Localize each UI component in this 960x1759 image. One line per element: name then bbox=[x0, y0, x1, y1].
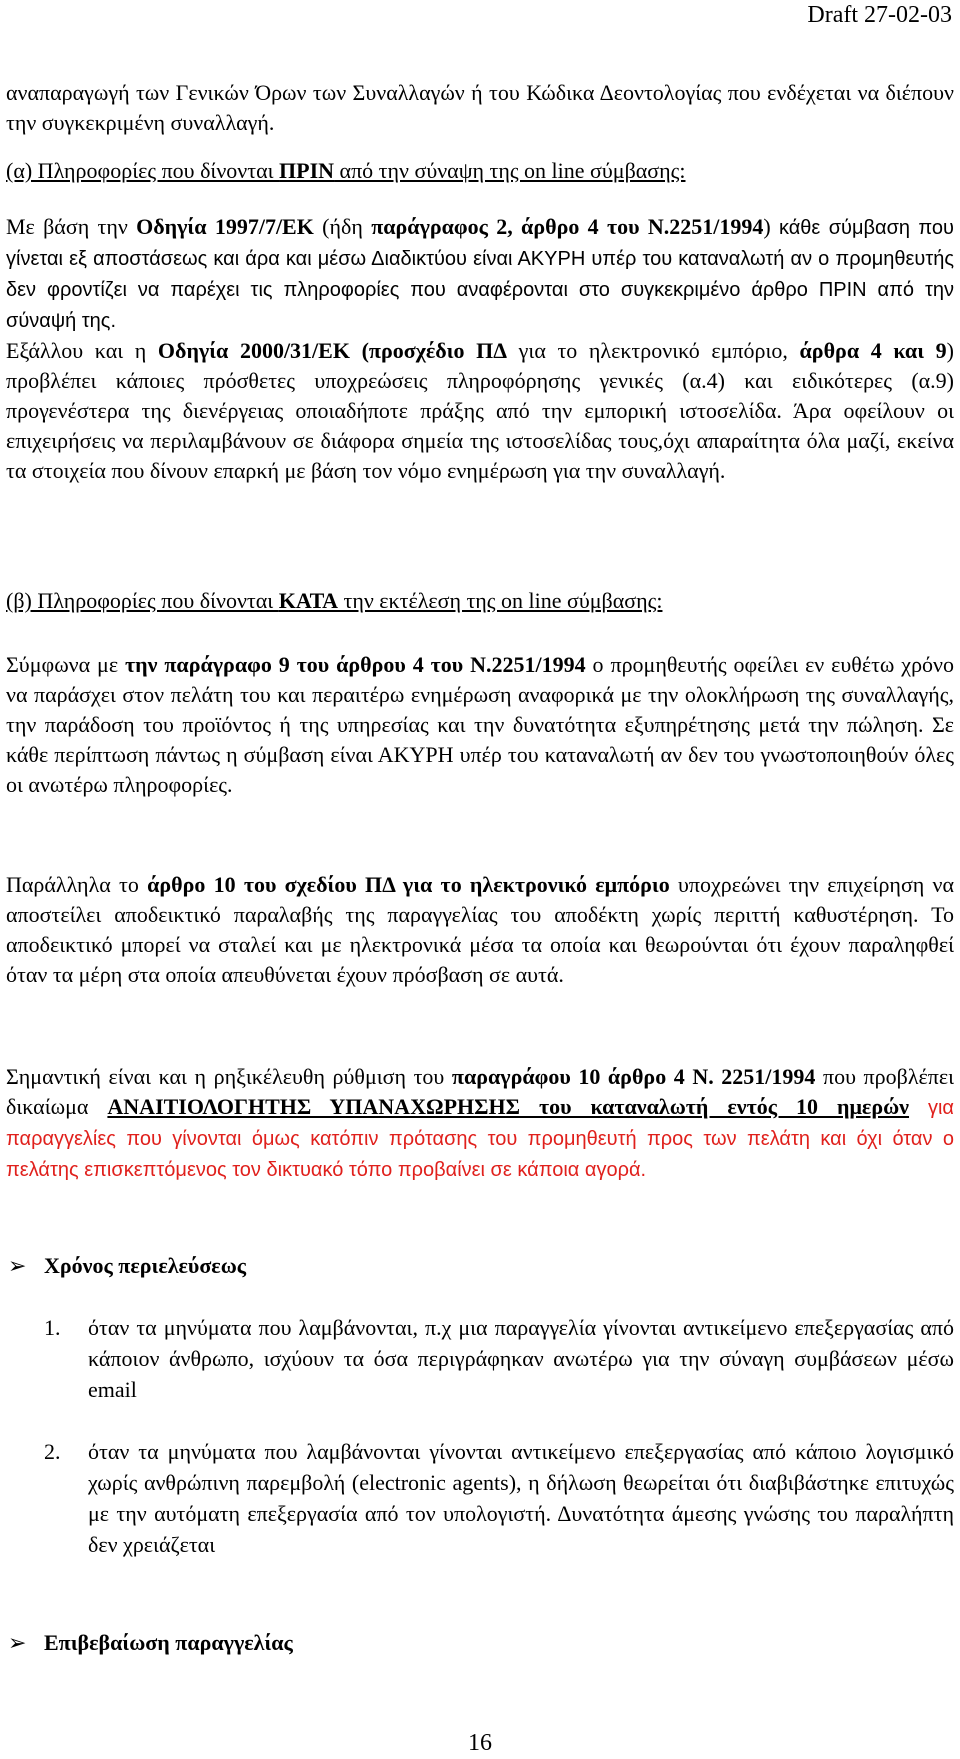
text-run: υποχρεώνει την επιχείρηση να αποστείλει αποδεικτικό παραλαβής της παραγγελίας του αποδέκτη χωρίς περιττή καθυστέρηση. Το αποδεικτικό μπορεί να σταλεί και με ηλεκτρονικά μέσα τα οποία και θεωρούνται ότι έχουν παραληφθεί όταν τα μέρη στα οποία απευθύνεται έχουν πρόσβαση σε αυτά. bbox=[6, 872, 955, 987]
bullet-title: Χρόνος περιελεύσεως bbox=[44, 1253, 247, 1278]
text-run: που προβλέπει δικαίωμα bbox=[6, 1064, 955, 1119]
text-run: Σύμφωνα με bbox=[6, 652, 125, 677]
list-text: όταν τα μηνύματα που λαμβάνονται γίνονται αντικείμενο επεξεργασίας από κάποιο λογισμικό χωρίς ανθρώπινη παρεμβολή (electronic agents), η δήλωση θεωρείται ότι διαβιβάστηκε επιτυχώς με την αυτόματη επεξεργασία από τον υπολογιστή. Δυνατότητα άμεσης γνώσης του παραλήπτη δεν χρειάζεται bbox=[88, 1439, 954, 1557]
list-number: 2. bbox=[44, 1439, 61, 1464]
text-run: για το ηλεκτρονικό εμπόριο, bbox=[507, 338, 800, 363]
arrow-bullet-icon: ➢ bbox=[8, 1631, 27, 1656]
intro-paragraph: αναπαραγωγή των Γενικών Όρων των Συναλλαγών ή του Κώδικα Δεοντολογίας που ενδέχεται να διέπουν την συγκεκριμένη συναλλαγή. bbox=[6, 80, 954, 135]
list-text: όταν τα μηνύματα που λαμβάνονται, π.χ μια παραγγελία γίνονται αντικείμενο επεξεργασίας από κάποιον άνθρωπο, ισχύουν τα όσα περιγράφηκαν ανωτέρω για την σύναγη συμβάσεων μέσω email bbox=[88, 1315, 954, 1402]
text-run: Σημαντική είναι και η ρηξικέλευθη ρύθμιση του bbox=[6, 1064, 452, 1089]
section-b-heading bbox=[6, 586, 954, 616]
text-run bbox=[909, 1094, 928, 1119]
text-run: Με βάση την bbox=[6, 214, 137, 239]
withdrawal-right-emphasis: ΑΝΑΙΤΙΟΛΟΓΗΤΗΣ ΥΠΑΝΑΧΩΡΗΣΗΣ του καταναλωτή εντός 10 ημερών bbox=[107, 1094, 910, 1119]
text-run: (ήδη bbox=[313, 214, 372, 239]
draft-header: Draft 27-02-03 bbox=[807, 2, 952, 28]
list-number: 1. bbox=[44, 1315, 61, 1340]
section-b-heading-text-end: την εκτέλεση της on line σύμβασης: bbox=[338, 588, 663, 613]
text-run: ο προμηθευτής οφείλει εν ευθέτω χρόνο να παράσχει στον πελάτη του και περαιτέρω ενημέρωση αναφορικά με την ολοκλήρωση της συναλλαγής, την παράδοση του προϊόντος ή της υπηρεσίας και την δυνατότητα εξυπηρέτησης μετά την πώληση. Σε κάθε περίπτωση πάντως η σύμβαση είναι ΑΚΥΡΗ υπέρ του καταναλωτή αν δεν του γνωστοποιηθούν όλες οι ανωτέρω πληροφορίες. bbox=[6, 652, 954, 797]
section-a-heading-bold: ΠΡΙΝ bbox=[279, 158, 335, 183]
section-b-paragraph-1 bbox=[6, 650, 954, 800]
text-run: Εξάλλου και η bbox=[6, 338, 158, 363]
red-note: για παραγγελίες που γίνονται όμως κατόπιν πρότασης του προμηθευτή προς των πελάτη και όχι όταν ο πελάτης επισκεπτόμενος τον δικτυακό τόπο προβαίνει σε κάποια αγορά. bbox=[6, 1097, 954, 1181]
bold-run: άρθρο 10 του σχεδίου ΠΔ για το ηλεκτρονικό εμπόριο bbox=[147, 872, 670, 897]
text-run: ) bbox=[763, 214, 779, 239]
page-number: 16 bbox=[468, 1730, 492, 1756]
section-a-paragraph-1 bbox=[6, 212, 954, 486]
text-run: Παράλληλα το bbox=[6, 872, 148, 897]
bold-run: παραγράφου 10 άρθρο 4 Ν. 2251/1994 bbox=[451, 1064, 816, 1089]
bold-run: την παράγραφο 9 του άρθρου 4 του Ν.2251/1994 bbox=[125, 652, 586, 677]
bullet-heading-delivery-time bbox=[8, 1253, 246, 1279]
bold-run: άρθρα 4 και 9 bbox=[799, 338, 947, 363]
text-run: ) προβλέπει κάποιες πρόσθετες υποχρεώσεις πληροφόρησης γενικές (α.4) και ειδικότερες (α.9) προγενέστερα της διενέργειας οποιαδήποτε πράξης από την εμπορική ιστοσελίδα. Άρα οφείλουν οι επιχειρήσεις να περιλαμβάνουν σε διάφορα σημεία της ιστοσελίδας τους,όχι απαραίτητα όλα μαζί, εκείνα τα στοιχεία που δίνουν επαρκή με βάση τον νόμο ενημέρωση για την συναλλαγή. bbox=[6, 338, 954, 483]
section-a-heading-text-end: από την σύναψη της on line σύμβασης: bbox=[334, 158, 686, 183]
bold-run: Οδηγία 2000/31/ΕΚ (προσχέδιο ΠΔ bbox=[157, 338, 508, 363]
section-a-heading bbox=[6, 156, 954, 186]
bullet-title: Επιβεβαίωση παραγγελίας bbox=[44, 1630, 293, 1655]
bold-run: Οδηγία 1997/7/ΕΚ bbox=[136, 214, 314, 239]
section-b-heading-bold: ΚΑΤΑ bbox=[278, 588, 338, 613]
sans-text-run: κάθε σύμβαση που γίνεται εξ αποστάσεως και άρα και μέσω Διαδικτύου είναι ΑΚΥΡΗ υπέρ του καταναλωτή αν ο προμηθευτής δεν φροντίζει να παρέχει τις πληροφορίες που αναφέρονται στο συγκεκριμένο άρθρο ΠΡΙΝ από την σύναψή της. bbox=[6, 217, 954, 332]
bullet-heading-order-confirmation bbox=[8, 1630, 293, 1656]
bold-run: παράγραφος 2, άρθρο 4 του Ν.2251/1994 bbox=[371, 214, 764, 239]
arrow-bullet-icon: ➢ bbox=[8, 1254, 27, 1279]
section-a-heading-text: (α) Πληροφορίες που δίνονται bbox=[6, 158, 280, 183]
section-b-heading-text: (β) Πληροφορίες που δίνονται bbox=[6, 588, 279, 613]
section-b-paragraph-3 bbox=[6, 1062, 954, 1185]
list-item bbox=[44, 1312, 954, 1405]
list-item bbox=[44, 1436, 954, 1560]
section-b-paragraph-2 bbox=[6, 870, 954, 990]
